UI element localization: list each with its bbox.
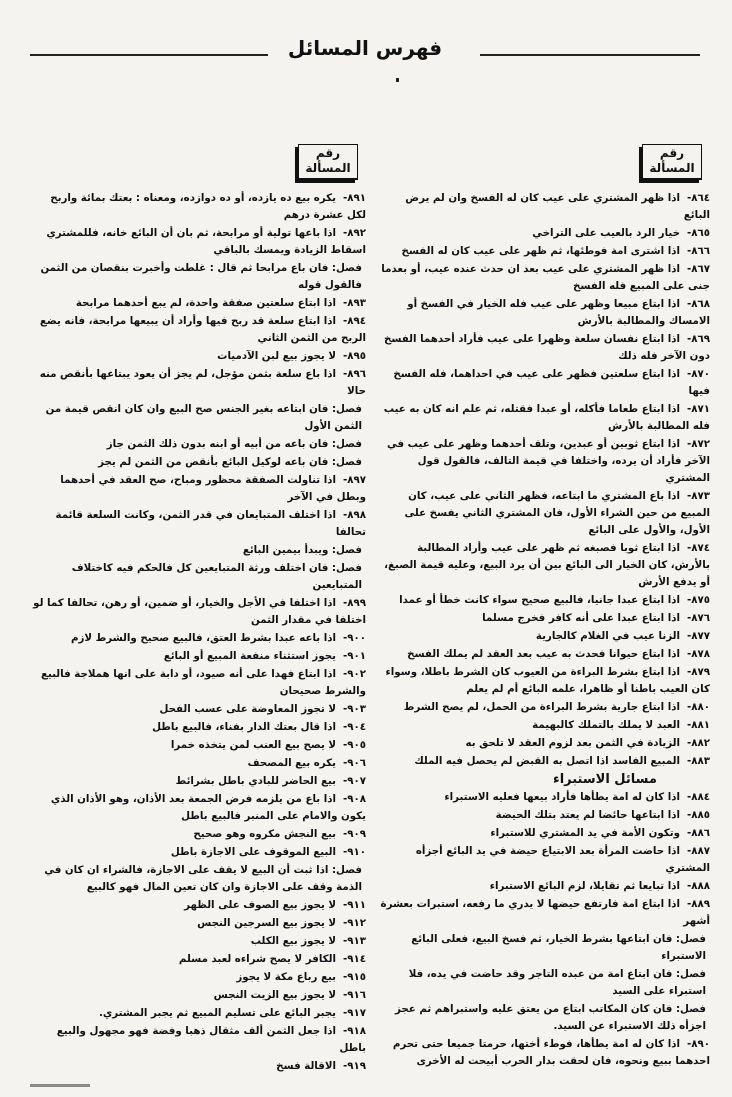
page-footer-mark <box>30 1084 90 1093</box>
entry-number: ٨٩١- <box>342 192 366 204</box>
index-entry <box>32 844 366 861</box>
entry-number: ٨٨٥- <box>686 809 710 821</box>
fasl-entry <box>380 966 710 1000</box>
entry-text: الزنا عيب في الغلام كالجارية <box>535 630 680 642</box>
column-header-line2: المسألة <box>649 161 695 175</box>
index-entry <box>380 296 710 330</box>
fasl-entry <box>380 1001 710 1035</box>
index-entry <box>380 540 710 591</box>
index-entry <box>380 843 710 877</box>
entry-number: ٨٨٢- <box>686 737 710 749</box>
index-entry <box>32 987 366 1004</box>
entry-text: اذا جعل الثمن ألف مثقال ذهبا وفضة فهو مجهول والبيع باطل <box>56 1025 366 1054</box>
index-entry <box>380 628 710 645</box>
entry-text: اذا تناولت الصفقة محظور ومباح، صح العقد في أحدهما وبطل في الآخر <box>60 474 366 503</box>
entry-number: ٩١٠- <box>342 846 366 858</box>
entry-text: اذا ابتاع ثوبا فصبغه ثم ظهر على عيب وأراد المطالبة بالأرش، كان الخيار الى البائع بين أن يرد البيع، وعليه قيمة الصبغ، أو يدفع الأرش <box>384 542 710 588</box>
entry-number: ٨٨٦- <box>686 827 710 839</box>
entry-text: اذا ابتاع مبيعا وظهر على عيب فله الخيار في الفسخ أو الامساك والمطالبة بالأرش <box>407 298 710 327</box>
index-entry <box>32 648 366 665</box>
fasl-entry <box>32 436 366 453</box>
entry-text: اذا باعها تولية أو مرابحة، ثم بان أن البائع خانه، فللمشتري اسقاط الزيادة ويمسك بالباقي <box>46 227 366 256</box>
index-entry <box>380 261 710 295</box>
entry-number: ٨٩٠- <box>686 1038 710 1050</box>
entry-number: ٩١١- <box>342 899 366 911</box>
index-entry <box>380 717 710 734</box>
index-entry <box>380 753 710 770</box>
entry-text: العبد لا يملك بالتملك كالبهيمة <box>532 719 680 731</box>
index-entry <box>32 719 366 736</box>
index-entry <box>380 878 710 895</box>
entry-text: اذا تبايعا ثم تقايلا، لزم البائع الاستبراء <box>489 880 680 892</box>
entry-text: وتكون الأمة في يد المشتري للاستبراء <box>490 827 680 839</box>
entry-text: فصل: فان ابتاعه بغير الجنس صح البيع وان كان انقص قيمة من الثمن الأول <box>45 403 362 432</box>
entry-number: ٩٠٥- <box>342 739 366 751</box>
index-entry <box>32 933 366 950</box>
fasl-entry <box>32 862 366 896</box>
index-entry <box>32 595 366 629</box>
entry-number: ٩١٦- <box>342 989 366 1001</box>
index-entry <box>380 401 710 435</box>
index-entry <box>380 243 710 260</box>
entry-number: ٩١٥- <box>342 971 366 983</box>
index-entry <box>32 1005 366 1022</box>
entry-text: فصل: فان ابتاعها بشرط الخيار، ثم فسخ البيع، فعلى البائع الاستبراء <box>411 933 706 962</box>
entry-text: لا يجوز بيع الزيت النجس <box>213 989 336 1001</box>
header-mark <box>396 78 399 82</box>
index-entry <box>32 190 366 224</box>
column-header-line1: رقم <box>315 146 341 160</box>
entry-text: اذا ابتاع سلعة قد ربح فيها وأراد أن يبيعها مرابحة، فانه يضع الربح من الثمن الثاني <box>39 315 366 344</box>
entry-text: اذا اختلف المتبايعان في قدر الثمن، وكانت السلعة قائمة تحالفا <box>55 509 366 538</box>
index-entry <box>32 951 366 968</box>
entry-number: ٨٨٨- <box>686 880 710 892</box>
entry-text: بيع الحاضر للبادي باطل بشرائط <box>175 775 336 787</box>
entry-number: ٨٩٤- <box>342 315 366 327</box>
entry-number: ٩١٢- <box>342 917 366 929</box>
entry-number: ٩٠١- <box>342 650 366 662</box>
fasl-entry <box>32 401 366 435</box>
fasl-entry <box>32 260 366 294</box>
entry-text: اذا ابتاع نفسان سلعة وظهرا على عيب فأراد أحدهما الفسخ دون الآخر فله ذلك <box>383 333 710 362</box>
entry-text: خيار الرد بالعيب على التراخي <box>532 227 680 239</box>
entry-number: ٨٨٧- <box>686 845 710 857</box>
entry-text: لا يجوز بيع الكلب <box>250 935 336 947</box>
entry-number: ٨٧٣- <box>686 490 710 502</box>
fasl-entry <box>380 931 710 965</box>
index-entry <box>380 488 710 539</box>
entry-number: ٨٩٩- <box>342 597 366 609</box>
index-entry <box>32 348 366 365</box>
page-header <box>30 34 700 84</box>
index-entry <box>380 592 710 609</box>
entry-text: اذا باع سلعة بثمن مؤجل، لم يجز أن يعود يبتاعها بأنقص منه حالا <box>39 368 366 397</box>
entry-text: فصل: فان كان المكاتب ابتاع من يعتق عليه واستبراهم ثم عجز اجزأه ذلك الاستبراء عن السيد. <box>395 1003 706 1032</box>
entry-text: لا تجوز المعاوضة على عسب الفحل <box>159 703 336 715</box>
column-header <box>642 144 702 180</box>
index-entry <box>380 610 710 627</box>
index-entry <box>380 190 710 224</box>
index-entry <box>32 915 366 932</box>
entry-number: ٨٧٢- <box>686 438 710 450</box>
entry-list <box>32 190 366 1075</box>
entry-number: ٨٦٦- <box>686 245 710 257</box>
index-entry <box>32 472 366 506</box>
entry-number: ٨٩٣- <box>342 297 366 309</box>
entry-text: فصل: ويبدأ بيمين البائع <box>242 544 362 556</box>
entry-text: فصل: اذا ثبت أن البيع لا يقف على الاجازة، فالشراء ان كان في الذمة وقف على الاجازة وان كان تعين المال فهو كالبيع <box>44 864 362 893</box>
entry-number: ٨٧٥- <box>686 594 710 606</box>
entry-number: ٩٠٤- <box>342 721 366 733</box>
entry-text: لا يجوز بيع لبن الآدميات <box>217 350 336 362</box>
entry-text: لا يجوز بيع الصوف على الظهر <box>184 899 336 911</box>
entry-text: المبيع الفاسد اذا اتصل به القبض لم يحصل فيه الملك <box>414 755 680 767</box>
entry-text: اذا ابتاع جارية بشرط البراءة من الحمل، لم يصح الشرط <box>403 701 680 713</box>
entry-text: اذا ابتاع امة فارتفع حيضها لا يدري ما رفعه، استبرات بعشرة أشهر <box>380 898 710 927</box>
entry-text: الكافر لا يصح شراءه لعبد مسلم <box>178 953 336 965</box>
section-title: مسائل الاستبراء <box>553 772 657 787</box>
index-entry <box>32 826 366 843</box>
entry-number: ٨٧٩- <box>686 666 710 678</box>
index-entry <box>32 1023 366 1057</box>
entry-text: اذا ابتاع سلعتين فظهر على عيب في احداهما، فله الفسخ فيها <box>393 368 710 397</box>
index-entry <box>32 225 366 259</box>
entry-number: ٨٧٧- <box>686 630 710 642</box>
index-entry <box>380 646 710 663</box>
index-entry <box>32 737 366 754</box>
entry-number: ٨٦٩- <box>686 333 710 345</box>
entry-number: ٩٠٨- <box>342 793 366 805</box>
fasl-entry <box>32 560 366 594</box>
entry-text: اذا ابتاع عبدا على أنه كافر فخرج مسلما <box>482 612 680 624</box>
index-column-left <box>32 144 366 1076</box>
entry-number: ٨٩٦- <box>342 368 366 380</box>
entry-number: ٨٧٨- <box>686 648 710 660</box>
index-entry <box>380 1036 710 1070</box>
index-entry <box>32 969 366 986</box>
entry-text: اذا قال بعتك الدار بفناء، فالبيع باطل <box>152 721 336 733</box>
entry-text: بيع النجش مكروه وهو صحيح <box>193 828 336 840</box>
entry-number: ٩١٩- <box>342 1060 366 1072</box>
entry-number: ٩١٨- <box>342 1025 366 1037</box>
entry-text: اذا باعه عبدا بشرط العتق، فالبيع صحيح والشرط لازم <box>70 632 336 644</box>
entry-text: اذا ابتاع فهدا على أنه صيود، أو دابة على انها هملاجة فالبيع والشرط صحيحان <box>40 668 366 697</box>
entry-text: اذا ظهر المشتري على عيب بعد ان حدث عنده عيب، أو بعدما جنى على المبيع فله الفسخ <box>381 263 710 292</box>
entry-text: يكره بيع ده يازده، أو ده دوازده، ومعناه : بعتك بمائة واربح لكل عشرة درهم <box>50 192 366 221</box>
entry-text: اذا ابتاعها حائضا لم يعتد بتلك الحيضة <box>495 809 680 821</box>
index-entry <box>380 366 710 400</box>
index-entry <box>32 295 366 312</box>
entry-number: ٩٠٩- <box>342 828 366 840</box>
entry-text: اذا اختلفا في الأجل والخيار، أو ضمين، أو رهن، تحالفا كما لو اختلفا في مقدار الثمن <box>33 597 366 626</box>
entry-text: اذا كان له امة يطأها فأراد بيعها فعليه الاستبراء <box>444 791 680 803</box>
entry-text: يجبر البائع على تسليم المبيع ثم يجبر المشتري. <box>98 1007 336 1019</box>
entry-text: اذا ابتاع بشرط البراءة من العيوب كان الشرط باطلا، وسواء كان العيب باطنا أو ظاهرا، علمه البائع أم لم يعلم <box>385 666 710 695</box>
index-entry <box>32 507 366 541</box>
entry-number: ٨٦٧- <box>686 263 710 275</box>
index-entry <box>380 331 710 365</box>
index-entry <box>380 789 710 806</box>
entry-number: ٩٠٢- <box>342 668 366 680</box>
entry-text: الزيادة في الثمن بعد لزوم العقد لا تلحق به <box>465 737 680 749</box>
entry-number: ٩٠٠- <box>342 632 366 644</box>
index-entry <box>380 807 710 824</box>
entry-text: اذا ابتاع سلعتين صفقة واحدة، لم يبع أحدهما مرابحة <box>75 297 336 309</box>
page-title: فهرس المسائل <box>287 36 443 60</box>
entry-text: فصل: فان باعه من أبيه أو ابنه بدون ذلك الثمن جاز <box>106 438 362 450</box>
entry-text: البيع الموقوف على الاجازة باطل <box>170 846 336 858</box>
entry-text: اذا حاضت المرأة بعد الابتياع حيضة في يد البائع أجزأه المشتري <box>415 845 710 874</box>
entry-text: يجوز استثناء منفعة المبيع أو البائع <box>163 650 336 662</box>
entry-text: اذا ابتاع طعاما فأكله، أو عبدا فقتله، ثم علم انه كان به عيب فله المطالبة بالأرش <box>383 403 710 432</box>
index-entry <box>380 699 710 716</box>
entry-number: ٨٦٥- <box>686 227 710 239</box>
entry-text: اذا ظهر المشتري على عيب كان له الفسخ وان لم يرض البائع <box>405 192 710 221</box>
entry-number: ٩٠٧- <box>342 775 366 787</box>
entry-number: ٨٦٤- <box>686 192 710 204</box>
entry-number: ٨٧٦- <box>686 612 710 624</box>
entry-text: اذا ابتاع عبدا جانيا، فالبيع صحيح سواء كانت خطأ أو عمدا <box>399 594 680 606</box>
index-entry <box>380 896 710 930</box>
entry-number: ٨٧١- <box>686 403 710 415</box>
entry-text: اذا ابتاع حيوانا فحدث به عيب بعد العقد لم يملك الفسخ <box>407 648 680 660</box>
index-entry <box>380 825 710 842</box>
index-entry <box>32 755 366 772</box>
index-entry <box>32 773 366 790</box>
entry-number: ٨٨١- <box>686 719 710 731</box>
entry-number: ٨٨٣- <box>686 755 710 767</box>
index-entry <box>32 1058 366 1075</box>
column-header-line2: المسألة <box>305 161 351 175</box>
entry-text: لا يجوز بيع السرجين النجس <box>197 917 336 929</box>
entry-number: ٨٩٢- <box>342 227 366 239</box>
entry-text: اذا اشترى امة فوطئها، ثم ظهر على عيب كان له الفسخ <box>401 245 680 257</box>
index-entry <box>32 313 366 347</box>
fasl-entry <box>32 454 366 471</box>
index-column-right <box>380 144 710 1071</box>
entry-text: الاقالة فسخ <box>276 1060 336 1072</box>
index-entry <box>380 436 710 487</box>
index-entry <box>32 791 366 825</box>
entry-number: ٩٠٣- <box>342 703 366 715</box>
entry-text: فصل: فان باعه لوكيل البائع بأنقص من الثمن لم يجز <box>98 456 362 468</box>
entry-number: ٨٧٤- <box>686 542 710 554</box>
index-entry <box>380 225 710 242</box>
index-entry <box>380 664 710 698</box>
column-header-line1: رقم <box>659 146 685 160</box>
index-entry <box>32 701 366 718</box>
entry-text: فصل: فان اختلف ورثة المتبايعين كل فالحكم فيه كاختلاف المتبايعين <box>71 562 362 591</box>
entry-number: ٩١٣- <box>342 935 366 947</box>
index-entry <box>32 666 366 700</box>
entry-number: ٨٨٩- <box>686 898 710 910</box>
entry-text: فصل: فان باع مرابحا ثم قال : غلطت وأخبرت بنقصان من الثمن فالقول قوله <box>40 262 362 291</box>
entry-text: اذا باع المشتري ما ابتاعه، فظهر الثاني على عيب، كان المبيع من حين الشراء الأول، فان المشتري الثاني يفسخ على الأول، والأول على البائع <box>404 490 710 536</box>
entry-text: بيع رباع مكة لا يجوز <box>236 971 336 983</box>
fasl-entry <box>32 542 366 559</box>
entry-number: ٨٨٠- <box>686 701 710 713</box>
index-entry <box>380 735 710 752</box>
entry-number: ٨٧٠- <box>686 368 710 380</box>
entry-number: ٨٨٤- <box>686 791 710 803</box>
entry-number: ٩٠٦- <box>342 757 366 769</box>
entry-text: اذا باع من يلزمه فرض الجمعة بعد الأذان، وهو الأذان الذي يكون والامام على المنبر فالبيع باطل <box>50 793 366 822</box>
index-entry <box>32 897 366 914</box>
entry-number: ٨٩٥- <box>342 350 366 362</box>
entry-text: اذا كان له امة يطأها، فوطء أختها، حرمتا جميعا حتى تحرم احدهما ببيع ونحوه، فان لحقت بدار الحرب أبيحت له الأخرى <box>392 1038 710 1067</box>
entry-number: ٩١٤- <box>342 953 366 965</box>
entry-number: ٨٩٨- <box>342 509 366 521</box>
entry-text: فصل: فان ابتاع امة من عبده التاجر وقد حاضت في يده، فلا استبراء على السيد <box>408 968 706 997</box>
column-header <box>298 144 358 180</box>
index-entry <box>32 630 366 647</box>
entry-text: لا يصح بيع العنب لمن يتخذه خمرا <box>170 739 336 751</box>
entry-number: ٨٦٨- <box>686 298 710 310</box>
entry-text: يكره بيع المصحف <box>247 757 336 769</box>
entry-number: ٨٩٧- <box>342 474 366 486</box>
entry-list <box>380 190 710 1070</box>
index-entry <box>32 366 366 400</box>
entry-number: ٩١٧- <box>342 1007 366 1019</box>
entry-text: اذا ابتاع ثوبين أو عبدين، وتلف أحدهما وظهر على عيب في الآخر فأراد أن يرده، واختلفا في قيمة التالف، فالقول قول المشتري <box>387 438 710 484</box>
